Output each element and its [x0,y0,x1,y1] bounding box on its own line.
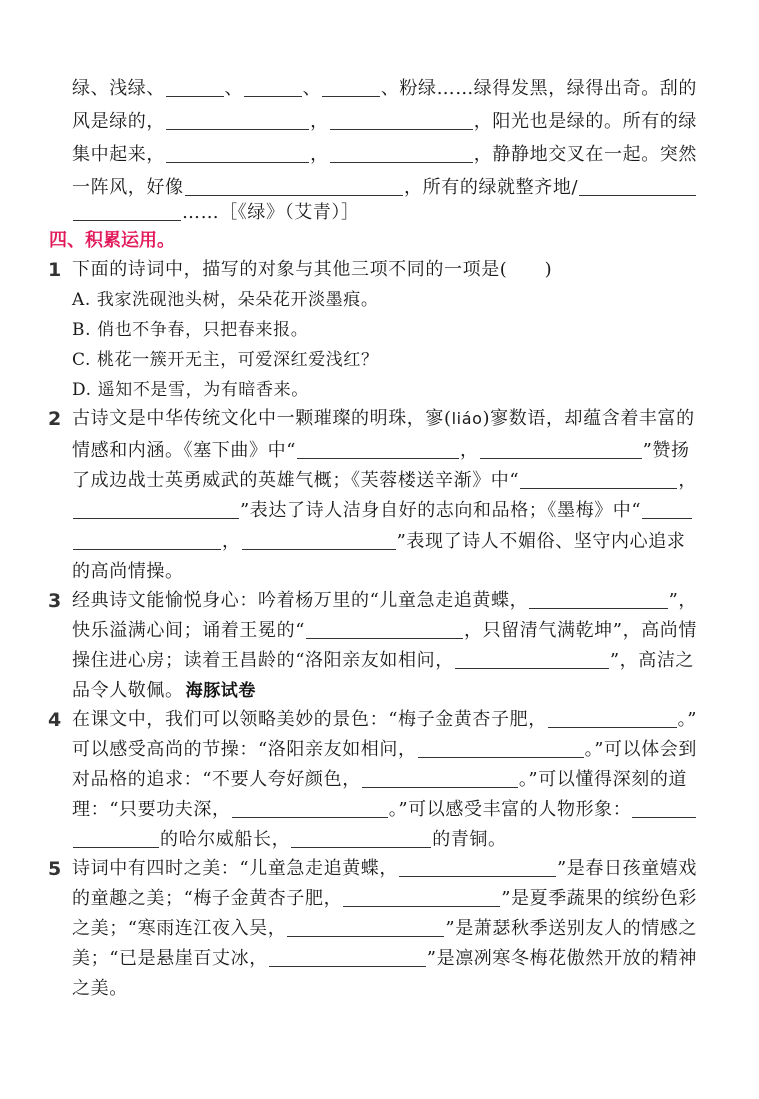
answer-blank[interactable] [480,438,642,459]
answer-blank[interactable] [399,856,556,877]
q5-line-4 [72,944,697,974]
text: 美；“已是悬崖百丈冰， [72,948,268,969]
answer-blank[interactable] [185,175,403,196]
text: 集中起来， [72,144,165,165]
text: 的童趣之美；“梅子金黄杏子肥， [72,888,343,909]
q2-line-4 [72,496,697,526]
question-number: 4 [48,709,62,731]
q2-line-5 [72,527,697,557]
text: ”是春日孩童嬉戏 [556,858,697,879]
text: ”是夏季蔬果的缤纷色彩 [501,888,697,909]
pinyin: liáo [451,409,483,428]
text: 的哈尔威船长， [160,829,291,850]
answer-blank[interactable] [632,797,696,818]
text: 、 [302,78,322,99]
text: ， [222,531,241,552]
text: 、粉绿……绿得发黑，绿得出奇。刮的 [380,78,698,99]
answer-blank[interactable] [579,175,696,196]
answer-blank[interactable] [306,618,463,639]
poem-line-2 [72,107,697,137]
question-number: 5 [48,858,62,880]
text: ， [310,144,329,165]
q5-line-1 [72,854,697,884]
text: ， [678,470,697,491]
text: 情感和内涵。《塞下曲》中“ [72,440,297,461]
q2-line-3 [72,466,697,496]
poem-line-1 [72,74,697,104]
q3-line-3 [72,646,697,676]
text: 经典诗文能愉悦身心：吟着杨万里的“儿童急走追黄蝶， [72,590,529,611]
q1-option-c[interactable]: C. 桃花一簇开无主，可爱深红爱浅红？ [72,350,379,370]
q1-option-a[interactable]: A. 我家洗砚池头树，朵朵花开淡墨痕。 [72,290,379,310]
q5-line-3 [72,914,697,944]
text: ， [310,111,329,132]
text: ”，高洁之 [609,650,695,671]
answer-blank[interactable] [330,109,473,130]
text: 在课文中，我们可以领略美妙的景色：“梅子金黄杏子肥， [72,709,547,730]
q4-line-5 [72,825,697,855]
answer-blank[interactable] [520,468,677,489]
q5-line-2 [72,884,697,914]
text: ”是凛冽寒冬梅花傲然开放的精神 [426,948,697,969]
q3-line-2 [72,616,697,646]
q4-line-4 [72,795,697,825]
answer-blank[interactable] [232,797,388,818]
text: 。”可以感受丰富的人物形象： [388,799,632,820]
answer-blank[interactable] [166,109,309,130]
answer-blank[interactable] [73,200,181,221]
text: ”， [668,590,697,611]
q1-option-b[interactable]: B. 俏也不争春，只把春来报。 [72,320,309,340]
q5-line-5: 之美。 [72,978,128,999]
answer-blank[interactable] [73,827,159,848]
question-number: 2 [48,408,62,430]
text: 古诗文是中华传统文化中一颗璀璨的明珠，寥( [72,408,452,429]
text: ，只留清气满乾坤”，高尚情 [463,620,697,641]
poem-source: ……［《绿》（艾青）］ [182,202,360,223]
text: 了成边战士英勇威武的英雄气概；《芙蓉楼送辛渐》中“ [72,470,520,491]
text: 。”可以懂得深刻的道 [518,769,688,790]
poem-line-3 [72,140,697,170]
answer-blank[interactable] [166,76,224,97]
text: ”赞扬 [642,440,690,461]
answer-blank[interactable] [269,946,426,967]
answer-blank[interactable] [330,142,473,163]
q1-option-d[interactable]: D. 遥知不是雪，为有暗香来。 [72,380,309,400]
q3-line-1 [72,586,697,616]
answer-blank[interactable] [362,767,518,788]
text: 操住进心房；读着王昌龄的“洛阳亲友如相问， [72,650,454,671]
text: 风是绿的， [72,111,165,132]
text: ，阳光也是绿的。所有的绿 [473,111,697,132]
q4-line-1 [72,705,697,735]
text: 对品格的追求：“不要人夸好颜色， [72,769,361,790]
text: ，静静地交叉在一起。突然 [473,144,697,165]
text: 理：“只要功夫深， [72,799,231,820]
text: 快乐溢满心间；诵着王冕的“ [72,620,306,641]
question-number: 1 [48,259,62,281]
answer-blank[interactable] [297,438,459,459]
answer-blank[interactable] [291,827,431,848]
answer-blank[interactable] [287,916,444,937]
watermark-text: 海豚试卷 [185,681,257,701]
text: 绿、浅绿、 [72,78,165,99]
q2-line-1 [72,404,697,434]
section-title: 四、积累运用。 [49,230,175,251]
q4-line-3 [72,765,697,795]
answer-blank[interactable] [455,648,609,669]
text: 品令人敬佩。 [72,680,184,701]
answer-blank[interactable] [73,529,221,550]
text: )寥数语，却蕴含着丰富的 [482,408,695,429]
answer-blank[interactable] [242,529,396,550]
text: 之美；“寒雨连江夜入吴， [72,918,287,939]
q1-stem: 下面的诗词中，描写的对象与其他三项不同的一项是( ) [72,259,553,280]
answer-blank[interactable] [322,76,380,97]
q2-line-2 [72,436,697,466]
q4-line-2 [72,735,697,765]
text: ， [460,440,479,461]
answer-blank[interactable] [548,707,677,728]
poem-line-5 [72,198,697,228]
question-number: 3 [48,590,62,612]
answer-blank[interactable] [642,498,692,519]
q3-line-4 [72,676,697,706]
answer-blank[interactable] [166,142,309,163]
text: 诗词中有四时之美：“儿童急走追黄蝶， [72,858,399,879]
answer-blank[interactable] [244,76,302,97]
text: 的青铜。 [432,829,507,850]
text: ”表达了诗人洁身自好的志向和品格；《墨梅》中“ [240,500,642,521]
answer-blank[interactable] [529,588,667,609]
text: ，所有的绿就整齐地/ [404,177,579,198]
text: 一阵风，好像 [72,177,184,198]
answer-blank[interactable] [343,886,500,907]
text: ”表现了诗人不媚俗、坚守内心追求 [396,531,686,552]
answer-blank[interactable] [418,737,584,758]
q2-line-6: 的高尚情操。 [72,561,184,582]
text: ”是萧瑟秋季送别友人的情感之 [445,918,697,939]
text: 。”可以体会到 [584,739,697,760]
text: 。” [677,709,697,730]
text: 、 [224,78,244,99]
answer-blank[interactable] [73,498,239,519]
text: 可以感受高尚的节操：“洛阳亲友如相问， [72,739,417,760]
